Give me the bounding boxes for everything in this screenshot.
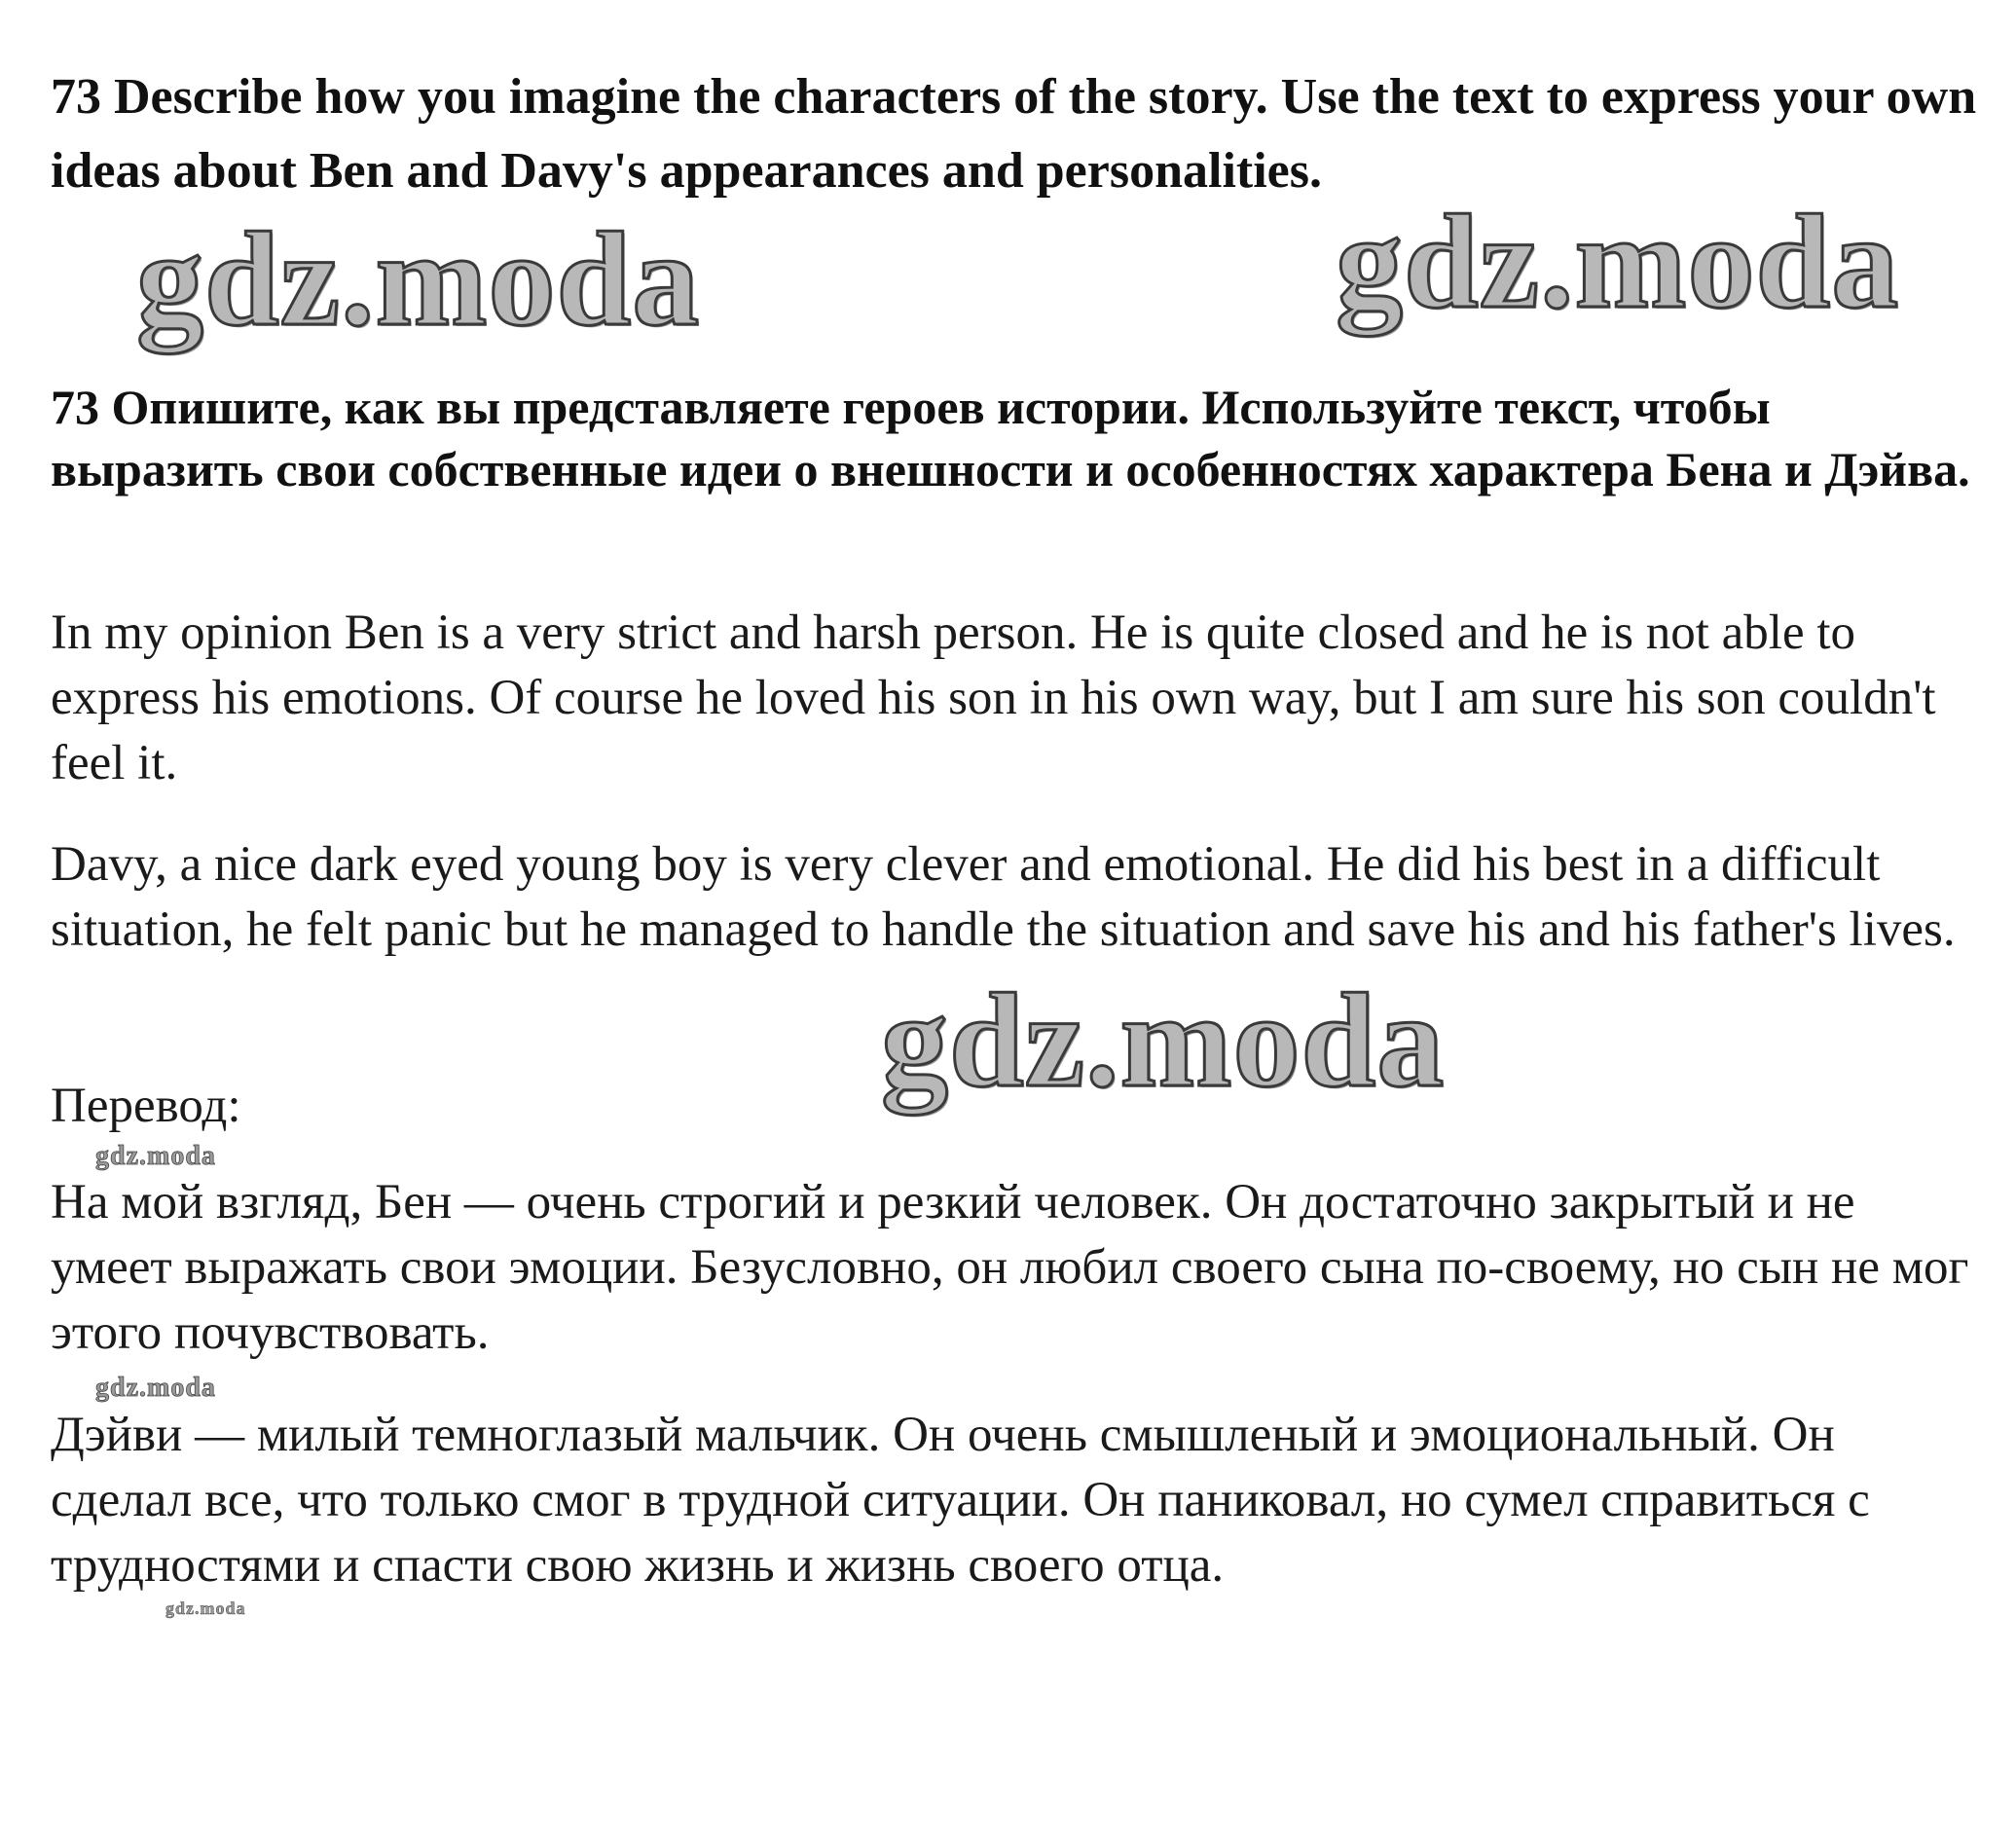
watermark-logo: gdz.moda <box>1336 187 1900 336</box>
watermark-logo-tiny: gdz.moda <box>165 1598 246 1618</box>
translation-label: Перевод: <box>51 1079 241 1133</box>
answer-paragraph-2: Davy, a nice dark eyed young boy is very clever and emotional. He did his best in a difficult situation, he felt panic but he managed to handle the situation and save his and his father's lives. <box>51 837 1956 957</box>
task-heading-ru: 73 Опишите, как вы представляете героев истории. Используйте текст, чтобы выразить свои собственные идеи о внешности и особенностях характера Бена и Дэйва. <box>51 380 1970 496</box>
task-heading-en: 73 Describe how you imagine the characters of the story. Use the text to express your own ideas about Ben and Davy's appearances and personalities. <box>51 69 1977 199</box>
watermark-logo: gdz.moda <box>881 966 1446 1115</box>
answer-paragraph-1: In my opinion Ben is a very strict and harsh person. He is quite closed and he is not able to express his emotions. Of course he loved his son in his own way, but I am sure his son couldn't feel it. <box>51 606 1936 790</box>
translation-paragraph-1: На мой взгляд, Бен — очень строгий и резкий человек. Он достаточно закрытый и не умеет выражать свои эмоции. Безусловно, он любил своего сына по-своему, но сын не мог этого почувствовать. <box>51 1175 1969 1360</box>
translation-paragraph-2: Дэйви — милый темноглазый мальчик. Он очень смышленый и эмоциональный. Он сделал все, что только смог в трудной ситуации. Он паниковал, но сумел справиться с трудностями и спасти свою жизнь и жизнь своего отца. <box>51 1408 1870 1593</box>
watermark-logo: gdz.moda <box>136 204 701 353</box>
watermark-logo-small: gdz.moda <box>95 1141 216 1171</box>
watermark-logo-small: gdz.moda <box>95 1373 216 1403</box>
